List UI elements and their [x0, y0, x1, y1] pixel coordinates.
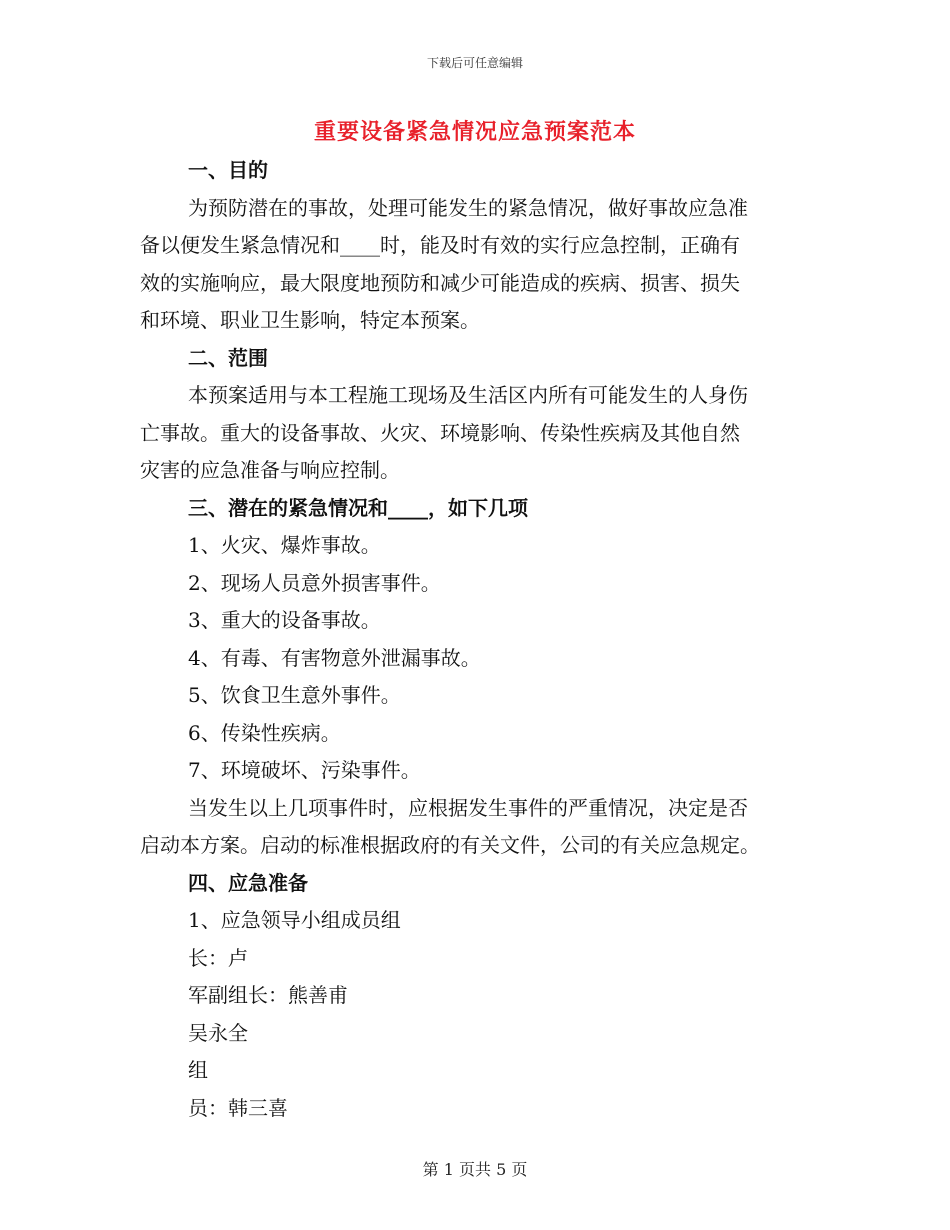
document-title: 重要设备紧急情况应急预案范本: [313, 119, 636, 145]
document-body: [140, 152, 810, 1127]
list-item: 7、环境破坏、污染事件。: [188, 758, 421, 782]
section-heading-preparation: 四、应急准备: [188, 870, 308, 895]
paragraph-line: 亡事故。重大的设备事故、火灾、环境影响、传染性疾病及其他自然: [140, 420, 740, 445]
header-note: 下载后可任意编辑: [426, 56, 523, 70]
list-item: 1、应急领导小组成员组: [188, 908, 401, 932]
list-item: 4、有毒、有害物意外泄漏事故。: [188, 645, 481, 670]
list-item: 6、传染性疾病。: [188, 720, 341, 745]
paragraph-line: 效的实施响应，最大限度地预防和减少可能造成的疾病、损害、损失: [140, 270, 740, 295]
section-heading-emergencies: 三、潜在的紧急情况和____，如下几项: [188, 495, 528, 520]
paragraph-line: 和环境、职业卫生影响，特定本预案。: [140, 308, 480, 332]
list-item: 5、饮食卫生意外事件。: [188, 683, 401, 707]
list-item: 3、重大的设备事故。: [188, 608, 381, 632]
paragraph-line: 长：卢: [188, 945, 248, 970]
paragraph-line: 备以便发生紧急情况和____时，能及时有效的实行应急控制，正确有: [140, 233, 740, 257]
list-item: 1、火灾、爆炸事故。: [188, 533, 381, 557]
paragraph-line: 员：韩三喜: [188, 1095, 288, 1120]
section-heading-scope: 二、范围: [188, 345, 268, 370]
paragraph-line: 本预案适用与本工程施工现场及生活区内所有可能发生的人身伤: [188, 383, 748, 407]
section-heading-purpose: 一、目的: [188, 158, 268, 182]
paragraph-line: 吴永全: [188, 1020, 248, 1045]
page-indicator: 第 1 页共 5 页: [422, 1160, 528, 1179]
paragraph-line: 为预防潜在的事故，处理可能发生的紧急情况，做好事故应急准: [188, 195, 748, 220]
paragraph-line: 军副组长：熊善甫: [188, 983, 348, 1007]
list-item: 2、现场人员意外损害事件。: [188, 570, 441, 595]
paragraph-line: 组: [188, 1058, 208, 1082]
paragraph-line: 灾害的应急准备与响应控制。: [140, 458, 400, 482]
paragraph-line: 启动本方案。启动的标准根据政府的有关文件，公司的有关应急规定。: [140, 833, 760, 857]
paragraph-line: 当发生以上几项事件时，应根据发生事件的严重情况，决定是否: [188, 795, 748, 820]
